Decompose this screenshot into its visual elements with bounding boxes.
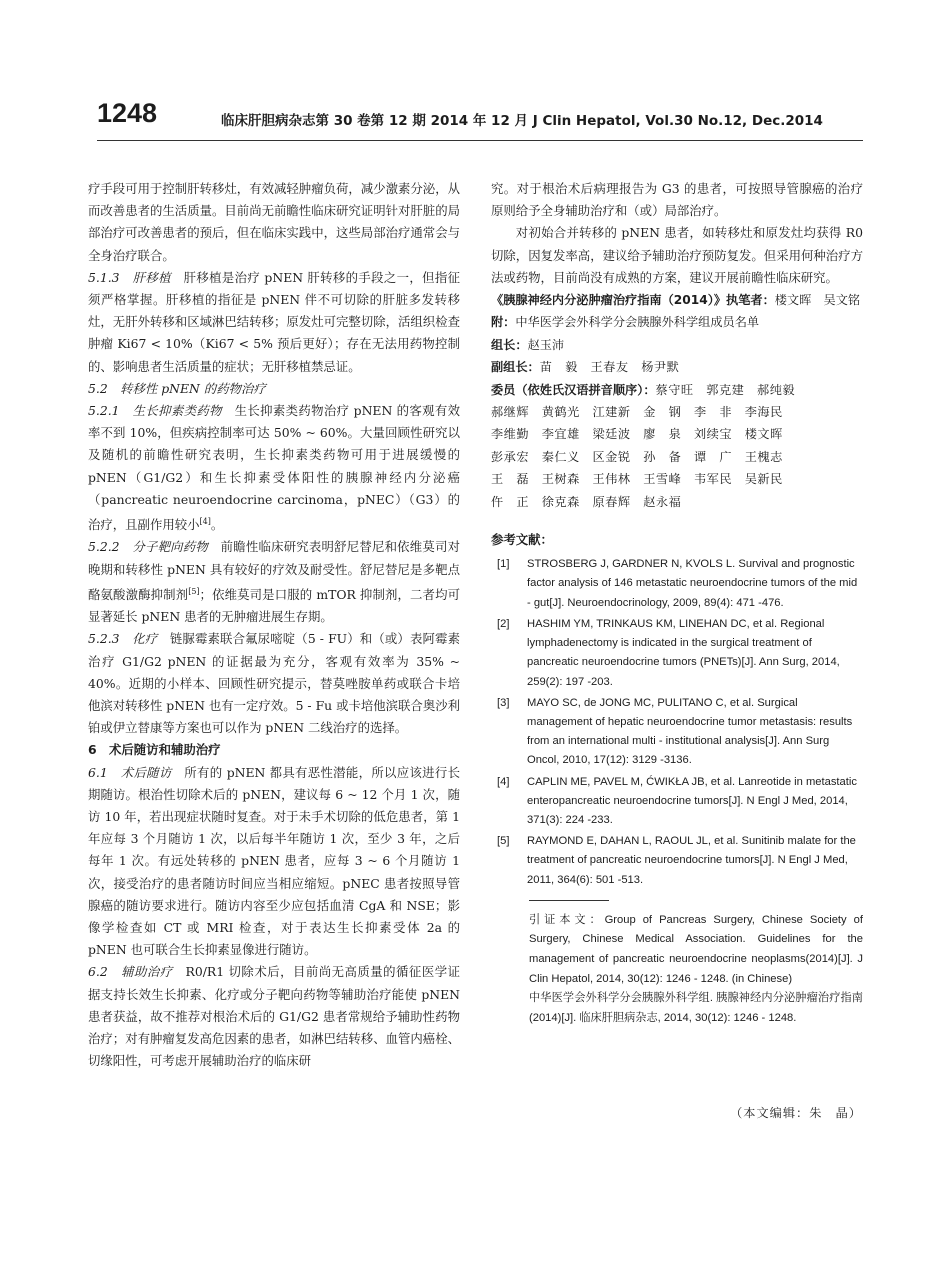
reference-item: [491, 773, 863, 831]
leader-name: 赵玉沛: [527, 337, 565, 352]
reference-text: HASHIM YM, TRINKAUS KM, LINEHAN DC, et al. Regional lymphadenectomy is indicated in the surgical treatment of pancreatic neuroendocrine tumors (PNETs)[J]. Ann Surg, 2014, 259(2): 197 -203.: [527, 617, 840, 688]
section-body: R0/R1 切除术后，目前尚无高质量的循征医学证据支持长效生长抑素、化疗或分子靶向药物等辅助治疗能使 pNEN 患者获益，故不推荐对根治术后的 G1/G2 患者常规给予辅助性药物治疗；对有肿瘤复发高危因素的患者，如淋巴结转移、血管内癌栓、切缘阳性，可考虑开展辅助治疗的临床研: [88, 964, 460, 1069]
section-body: 所有的 pNEN 都具有恶性潜能，所以应该进行长期随访。根治性切除术后的 pNEN，建议每 6 ~ 12 个月 1 次，随访 10 年，若出现症状随时复查。对于未手术切除的低危患者，第 1 年应每 3 个月随访 1 次，以后每半年随访 1 次，至少 3 年，之后每年 1 次。有远处转移的 pNEN 患者，应每 3 ~ 6 个月随访 1 次，接受治疗的患者随访时间应当相应缩短。pNEC 患者按照导管腺癌的随访要求进行。随访内容至少应包括血清 CgA 和 NSE；影像学检查如 CT 或 MRI 检查，对于表达生长抑素受体 2a 的 pNEN 也可联合生长抑素显像进行随访。: [88, 764, 460, 958]
paragraph-g3-adjuvant: 究。对于根治术后病理报告为 G3 的患者，可按照导管腺癌的治疗原则给予全身辅助治疗和（或）局部治疗。: [491, 181, 863, 219]
reference-text: STROSBERG J, GARDNER N, KVOLS L. Survival and prognostic factor analysis of 146 metastatic neuroendocrine tumors of the mid - gut[J]. Neuroendocrinology, 2009, 89(4): 471 -476.: [527, 558, 858, 609]
citation-block: [491, 911, 863, 1029]
reference-number: [4]: [497, 775, 510, 788]
appendix-line: [491, 311, 863, 333]
reference-item: [491, 832, 863, 890]
reference-number: [2]: [497, 617, 510, 630]
section-body: 肝移植是治疗 pNEN 肝转移的手段之一，但指征须严格掌握。肝移植的指征是 pNEN 伴不可切除的肝脏多发转移灶，无肝外转移和区域淋巴结转移；原发灶可完整切除，活组织检查肿瘤 Ki67 < 10%（Ki67 < 5% 预后更好）；存在无法用药物控制的、影响患者生活质量的症状；无肝移植禁忌证。: [88, 269, 460, 374]
section-body: 前瞻性临床研究表明舒尼替尼和依维莫司对晚期和转移性 pNEN 具有较好的疗效及耐受性。舒尼替尼是多靶点酪氨酸激酶抑制剂: [88, 539, 461, 602]
page-header: [97, 98, 857, 138]
reference-item: [491, 694, 863, 771]
section-heading: 5.2.2 分子靶向药物: [88, 539, 209, 555]
members-names: 蔡守旺 郭克建 郝纯毅: [655, 382, 796, 397]
section-6-1: [88, 762, 460, 962]
references-heading: 参考文献：: [491, 532, 553, 548]
vice-leader-names: 苗 毅 王春友 杨尹默: [539, 360, 680, 375]
member-names-row: 彭承宏 秦仁义 区金锐 孙 备 谭 广 王槐志: [491, 449, 783, 464]
section-heading: 5.1.3 肝移植: [88, 269, 171, 285]
citation-ref-5: [5]: [188, 586, 200, 596]
vice-leader-label: 副组长：: [491, 360, 540, 375]
right-column: [491, 178, 863, 1028]
header-rule: [97, 140, 863, 141]
reference-item: [491, 555, 863, 613]
journal-running-head: 临床肝胆病杂志第 30 卷第 12 期 2014 年 12 月 J Clin Hepatol, Vol.30 No.12, Dec.2014: [221, 113, 823, 129]
reference-text: CAPLIN ME, PAVEL M, ĆWIKŁA JB, et al. Lanreotide in metastatic enteropancreatic neuroendocrine tumors[J]. N Engl J Med, 2014, 371(3): 224 -233.: [527, 775, 857, 826]
section-heading: 6.1 术后随访: [88, 764, 172, 780]
citation-ref-4: [4]: [199, 517, 211, 527]
paragraph-liver-local-therapy: 疗手段可用于控制肝转移灶，有效减轻肿瘤负荷，减少激素分泌，从而改善患者的生活质量。目前尚无前瞻性临床研究证明针对肝脏的局部治疗可改善患者的预后，但在临床实践中，这些局部治疗通常会与全身治疗联合。: [88, 181, 460, 263]
member-names-row: 仵 正 徐克森 原春辉 赵永福: [491, 494, 682, 509]
leader-line: [491, 334, 863, 356]
member-names-row: 郝继辉 黄鹤光 江建新 金 钢 李 非 李海民: [491, 405, 783, 420]
section-body-end: ；依维莫司是口服的 mTOR 抑制剂，二者均可显著延长 pNEN 患者的无肿瘤进展生存期。: [88, 586, 460, 625]
section-heading: 5.2.3 化疗: [88, 631, 158, 647]
appendix-label: 附：: [491, 315, 516, 330]
member-names-row: 李维勤 李宜雄 梁廷波 廖 泉 刘续宝 楼文晖: [491, 427, 783, 442]
editor-note: （本文编辑：朱 晶）: [730, 1106, 862, 1120]
section-body: 链脲霉素联合氟尿嘧啶（5 - FU）和（或）表阿霉素治疗 G1/G2 pNEN 的证据最为充分，客观有效率为 35% ~ 40%。近期的小样本、回顾性研究提示，替莫唑胺单药或联合卡培他滨对转移性 pNEN 也有一定疗效。5 - Fu 或卡培他滨联合奥沙利铂或伊立替康等方案也可以作为 pNEN 二线治疗的选择。: [88, 631, 460, 736]
section-heading: 6.2 辅助治疗: [88, 964, 173, 980]
reference-text: MAYO SC, de JONG MC, PULITANO C, et al. Surgical management of hepatic neuroendocrine tumor metastasis: results from an international multi - institutional analysis[J]. Ann Surg Oncol, 2010, 17(12): 3129 -3136.: [527, 696, 853, 767]
members-label: 委员（依姓氏汉语拼音顺序）：: [491, 382, 656, 397]
reference-number: [1]: [497, 558, 510, 571]
appendix-text: 中华医学会外科学分会胰腺外科学组成员名单: [515, 315, 760, 330]
section-5-1-3: [88, 267, 460, 378]
guide-authors-label: 《胰腺神经内分泌肿瘤治疗指南（2014）》执笔者：: [491, 293, 775, 308]
citation-english: 引证本文：Group of Pancreas Surgery, Chinese Society of Surgery, Chinese Medical Association. Guidelines for the management of pancreatic neuroendocrine neoplasms(2014)[J]. J Clin Hepatol, 2014, 30(12): 1246 - 1248. (in Chinese): [529, 913, 863, 985]
member-names-row: 王 磊 王树森 王伟林 王雪峰 韦军民 吴新民: [491, 472, 783, 487]
section-body: 生长抑素类药物治疗 pNEN 的客观有效率不到 10%，但疾病控制率可达 50% ~ 60%。大量回顾性研究以及随机的前瞻性研究表明，生长抑素类药物可用于进展缓慢的 pNEN（G1/G2）和生长抑素受体阳性的胰腺神经内分泌癌（pancreatic neuroendocrine carcinoma，pNEC）（G3）的治疗，且副作用较小: [88, 403, 460, 533]
section-body-end: 。: [210, 517, 224, 533]
section-5-2-2: [88, 536, 460, 628]
citation-divider: [529, 900, 609, 901]
citation-chinese: 中华医学会外科学分会胰腺外科学组. 胰腺神经内分泌肿瘤治疗指南(2014)[J]. 临床肝胆病杂志, 2014, 30(12): 1246 - 1248.: [529, 992, 863, 1024]
left-column: [88, 178, 460, 1072]
reference-text: RAYMOND E, DAHAN L, RAOUL JL, et al. Sunitinib malate for the treatment of pancreatic neuroendocrine tumors[J]. N Engl J Med, 2011, 364(6): 501 -513.: [527, 835, 856, 886]
section-5-2-1: [88, 400, 460, 536]
section-heading-5-2: 5.2 转移性 pNEN 的药物治疗: [88, 380, 266, 396]
guide-authors-line: [491, 289, 863, 311]
guide-authors: 楼文晖 吴文铭: [774, 293, 861, 308]
reference-list: [491, 555, 863, 889]
committee-list: [491, 289, 863, 513]
vice-leader-line: [491, 356, 863, 378]
section-heading: 5.2.1 生长抑素类药物: [88, 403, 222, 419]
section-heading-6: 6 术后随访和辅助治疗: [88, 742, 221, 758]
section-6-2: [88, 961, 460, 1072]
page-number: 1248: [97, 98, 158, 128]
reference-number: [3]: [497, 696, 510, 709]
reference-item: [491, 615, 863, 692]
members-line: [491, 379, 863, 401]
leader-label: 组长：: [491, 337, 528, 352]
paragraph-initial-metastasis: 对初始合并转移的 pNEN 患者，如转移灶和原发灶均获得 R0 切除，因复发率高，建议给予辅助治疗预防复发。但采用何种治疗方法或药物，目前尚没有成熟的方案，建议开展前瞻性临床研究。: [491, 225, 863, 285]
section-5-2-3: [88, 628, 460, 739]
reference-number: [5]: [497, 835, 510, 848]
